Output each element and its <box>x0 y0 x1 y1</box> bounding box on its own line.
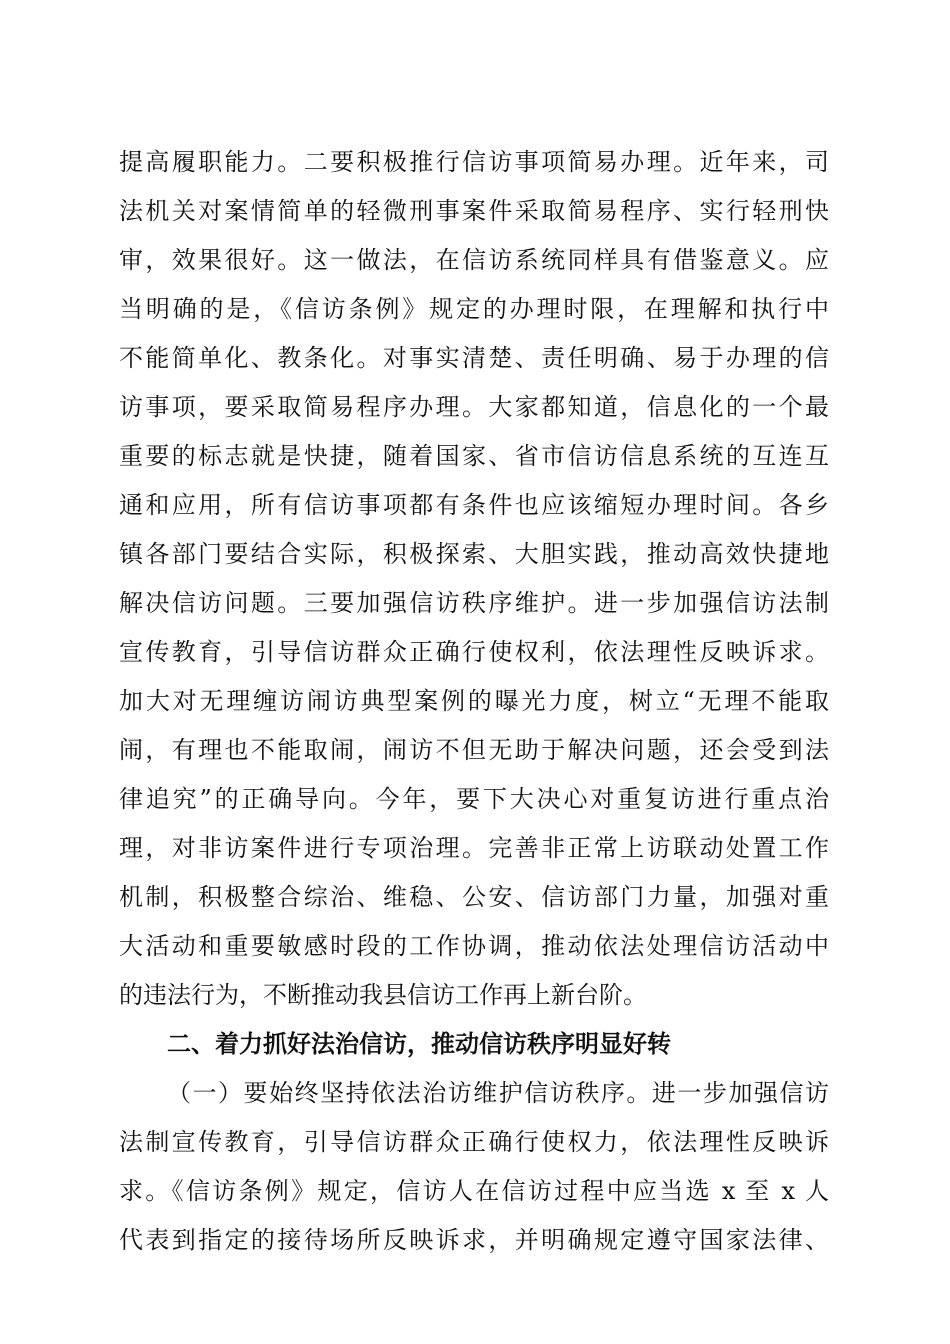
paragraph-1-line-7: 重要的标志就是快捷，随着国家、省市信访信息系统的互连互 <box>119 442 829 470</box>
paragraph-2-line-4: 代表到指定的接待场所反映诉求，并明确规定遵守国家法律、 <box>119 1226 829 1254</box>
paragraph-1-line-13: 闹，有理也不能取闹，闹访不但无助于解决问题，还会受到法 <box>119 736 829 764</box>
paragraph-1-line-16: 机制，积极整合综治、维稳、公安、信访部门力量，加强对重 <box>119 883 829 911</box>
paragraph-1-line-5: 不能简单化、教条化。对事实清楚、责任明确、易于办理的信 <box>119 344 829 372</box>
paragraph-2-line-3: 求。《信访条例》规定，信访人在信访过程中应当选 x 至 x 人 <box>119 1177 829 1205</box>
paragraph-1-line-11: 宣传教育，引导信访群众正确行使权利，依法理性反映诉求。 <box>119 638 829 666</box>
paragraph-1-line-17: 大活动和重要敏感时段的工作协调，推动依法处理信访活动中 <box>119 932 829 960</box>
paragraph-1-line-14: 律追究”的正确导向。今年，要下大决心对重复访进行重点治 <box>119 785 829 813</box>
paragraph-1-line-4: 当明确的是，《信访条例》规定的办理时限，在理解和执行中 <box>119 295 829 323</box>
paragraph-1-line-1: 提高履职能力。二要积极推行信访事项简易办理。近年来，司 <box>119 148 829 176</box>
paragraph-1-line-12: 加大对无理缠访闹访典型案例的曝光力度，树立“无理不能取 <box>119 687 829 715</box>
paragraph-2-line-1: （一）要始终坚持依法治访维护信访秩序。进一步加强信访 <box>167 1079 829 1107</box>
paragraph-1-line-10: 解决信访问题。三要加强信访秩序维护。进一步加强信访法制 <box>119 589 829 617</box>
paragraph-1-line-3: 审，效果很好。这一做法，在信访系统同样具有借鉴意义。应 <box>119 246 829 274</box>
paragraph-1-line-18: 的违法行为，不断推动我县信访工作再上新台阶。 <box>119 981 647 1009</box>
paragraph-1-line-9: 镇各部门要结合实际，积极探索、大胆实践，推动高效快捷地 <box>119 540 829 568</box>
paragraph-1-line-6: 访事项，要采取简易程序办理。大家都知道，信息化的一个最 <box>119 393 829 421</box>
section-heading: 二、着力抓好法治信访，推动信访秩序明显好转 <box>167 1030 671 1058</box>
paragraph-2-line-2: 法制宣传教育，引导信访群众正确行使权力，依法理性反映诉 <box>119 1128 829 1156</box>
paragraph-1-line-2: 法机关对案情简单的轻微刑事案件采取简易程序、实行轻刑快 <box>119 197 829 225</box>
paragraph-1-line-8: 通和应用，所有信访事项都有条件也应该缩短办理时间。各乡 <box>119 491 829 519</box>
paragraph-1-line-15: 理，对非访案件进行专项治理。完善非正常上访联动处置工作 <box>119 834 829 862</box>
